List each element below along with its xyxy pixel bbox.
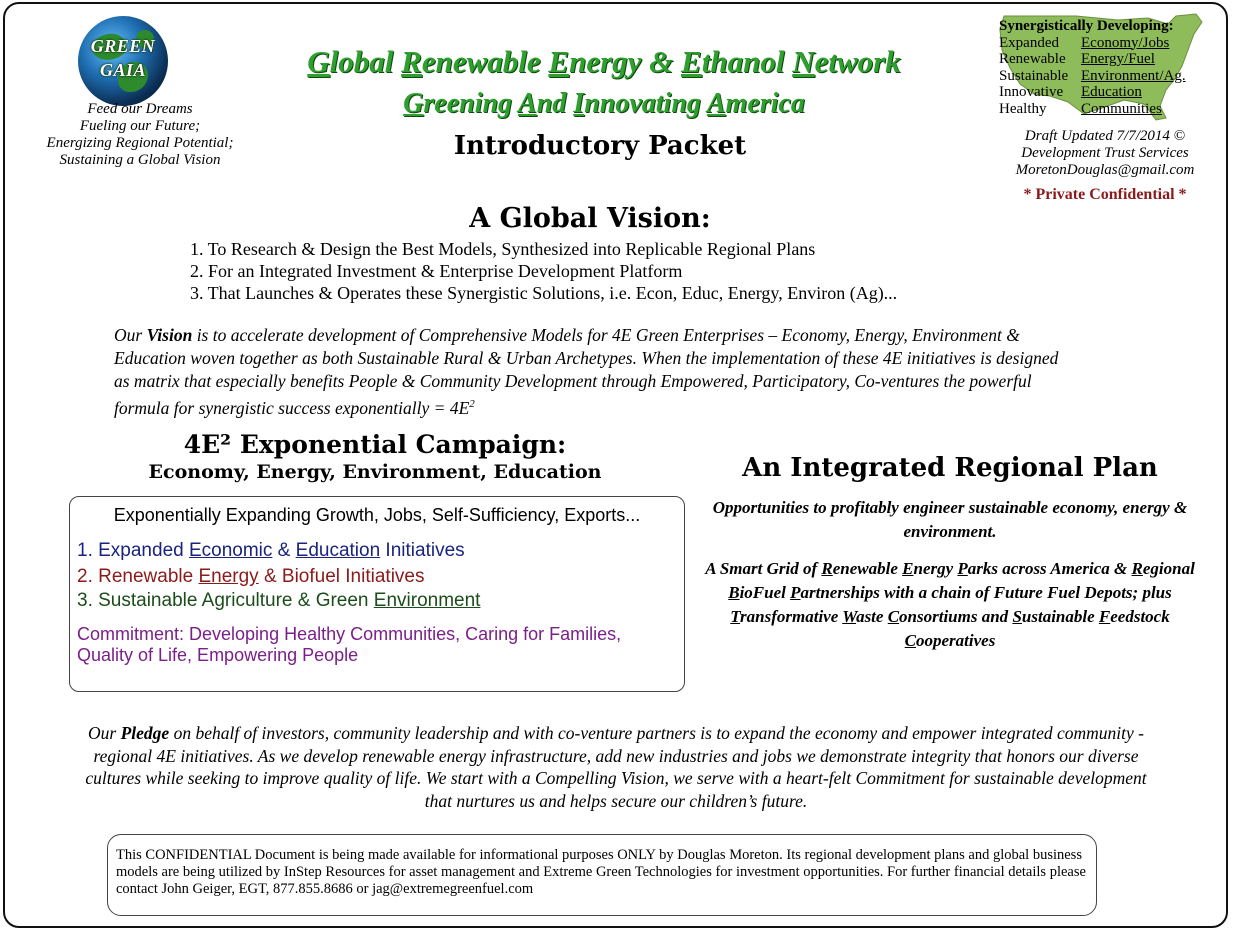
vision-item: 2. For an Integrated Investment & Enterprise Development Platform (190, 261, 683, 281)
plan-text: ioFuel (739, 583, 791, 602)
title-initial: G (403, 88, 424, 119)
plan-text: ustainable (1021, 607, 1099, 626)
synergy-area: Energy/Fuel (1081, 51, 1155, 67)
confidential-notice: This CONFIDENTIAL Document is being made available for informational purposes ONLY by Douglas Moreton. Its regional development plans and global business models are being utilized by InStep Resources for asset management and Extreme Green Technologies for investment opportunities. For further financial details please contact John Geiger, EGT, 877.855.8686 or jag@extremegreenfuel.com (107, 834, 1097, 916)
tagline-line: Energizing Regional Potential; (46, 135, 234, 151)
plan-initial: S (1012, 607, 1022, 626)
plan-text: artnerships with a chain of Future Fuel Depots; plus (800, 583, 1172, 602)
synergy-adj: Innovative (999, 84, 1064, 100)
plan-text: A Smart Grid of (705, 559, 822, 578)
plan-opportunities: Opportunities to profitably engineer sustainable economy, energy & environment. (712, 498, 1188, 541)
title-word: etwork (814, 44, 901, 79)
title-word: nergy & (569, 44, 682, 79)
plan-text: nergy (913, 559, 958, 578)
synergy-heading: Synergistically Developing: (999, 18, 1174, 34)
draft-date: Draft Updated 7/7/2014 © (1024, 128, 1186, 144)
vision-item: 3. That Launches & Operates these Synergistic Solutions, i.e. Econ, Educ, Energy, Environ (Ag)... (190, 283, 898, 303)
title-word: lobal (329, 44, 402, 79)
title-initial: G (307, 44, 330, 79)
title-initial: E (681, 44, 702, 79)
plan-initial: R (821, 559, 833, 578)
plan-smart-grid (700, 557, 1200, 653)
plan-initial: C (887, 607, 900, 626)
plan-text: aste (856, 607, 888, 626)
plan-heading: An Integrated Regional Plan (742, 453, 1158, 483)
campaign-keyword: Energy (198, 566, 259, 587)
campaign-heading: 4E² Exponential Campaign: (183, 430, 567, 459)
plan-initial: P (790, 583, 801, 602)
campaign-item-environment (77, 590, 480, 612)
packet-title: Introductory Packet (453, 131, 747, 161)
logo-line-2: GAIA (99, 60, 146, 80)
main-title (220, 44, 988, 80)
campaign-text: Initiatives (380, 540, 465, 561)
tagline-line: Sustaining a Global Vision (59, 152, 221, 168)
campaign-subheading: Economy, Energy, Environment, Education (148, 461, 602, 483)
synergy-adj: Healthy (999, 100, 1047, 117)
campaign-text: & Biofuel Initiatives (258, 566, 425, 587)
title-initial: R (401, 44, 422, 79)
campaign-text: 1. Expanded (77, 540, 189, 561)
campaign-keyword: Education (295, 540, 381, 561)
synergy-list (999, 18, 1186, 117)
campaign-summary: Exponentially Expanding Growth, Jobs, Self-Sufficiency, Exports... (113, 505, 641, 525)
plan-initial: E (902, 559, 914, 578)
vision-keyword: Vision (146, 325, 193, 345)
draft-email: MoretonDouglas@gmail.com (1015, 162, 1195, 178)
vision-text: Our (114, 325, 147, 345)
synergy-area: Education (1081, 84, 1142, 100)
vision-heading: A Global Vision: (469, 203, 711, 234)
campaign-keyword: Environment (373, 590, 481, 611)
title-initial: A (518, 88, 537, 119)
sub-title (220, 88, 988, 120)
plan-text: arks across America & (967, 559, 1132, 578)
synergy-row (999, 84, 1186, 101)
pledge-paragraph (80, 722, 1152, 812)
synergy-adj: Sustainable (999, 67, 1069, 84)
title-initial: N (792, 44, 815, 79)
title-initial: I (573, 88, 585, 119)
campaign-item-economic (77, 540, 465, 562)
plan-text: enewable (832, 559, 903, 578)
plan-initial: F (1098, 607, 1111, 626)
synergy-row (999, 35, 1186, 52)
pledge-keyword: Pledge (120, 723, 170, 743)
plan-text: ooperatives (916, 631, 996, 650)
vision-text: is to accelerate development of Comprehensive Models for 4E Green Enterprises – Economy, Energy, Environment & Education woven together as both Sustainable Rural & Urban Archetypes. When the implementation of these 4E initiatives is designed as matrix that especially benefits People & Community Development through Empowered, Participatory, Co-ventures the powerful formula for synergistic success exponentially = 4E (114, 325, 1059, 418)
tagline-line: Fueling our Future; (79, 118, 201, 134)
campaign-box (69, 496, 685, 692)
plan-text: eedstock (1110, 607, 1170, 626)
synergy-area: Environment/Ag. (1081, 67, 1186, 84)
vision-list (190, 238, 897, 304)
logo-line-1: GREEN (90, 36, 156, 56)
vision-paragraph (114, 324, 1074, 420)
plan-initial: P (957, 559, 968, 578)
synergy-row (999, 51, 1186, 68)
synergy-area: Economy/Jobs (1081, 34, 1170, 51)
confidential-label: * Private Confidential * (1023, 186, 1187, 203)
synergy-row (999, 101, 1186, 118)
plan-initial: T (730, 607, 741, 626)
synergy-adj: Renewable (999, 51, 1066, 67)
draft-info (985, 128, 1225, 179)
campaign-commitment: Commitment: Developing Healthy Communities, Caring for Families, Quality of Life, Empowering People (77, 624, 622, 665)
plan-text: egional (1142, 559, 1195, 578)
pledge-text: Our (88, 723, 121, 743)
title-initial: E (548, 44, 570, 79)
campaign-item-energy (77, 566, 424, 588)
plan-initial: C (904, 631, 916, 650)
synergy-row (999, 68, 1186, 85)
plan-text: ransformative (740, 607, 843, 626)
synergy-adj: Expanded (999, 34, 1059, 51)
plan-initial: W (842, 607, 857, 626)
title-word: thanol (701, 44, 793, 79)
title-word: enewable (421, 44, 549, 79)
plan-text: onsortiums and (899, 607, 1013, 626)
tagline-line: Feed our Dreams (87, 101, 193, 117)
title-word: merica (725, 88, 805, 119)
title-word: nd (536, 88, 574, 119)
campaign-text: 2. Renewable (77, 566, 199, 587)
pledge-text: on behalf of investors, community leadership and with co-venture partners is to expand the economy and empower integrated community - regional 4E initiatives. As we develop renewable energy infrastructure, add new industries and jobs we demonstrate integrity that honors our diverse cultures while seeking to improve quality of life. We start with a Compelling Vision, we serve with a heart-felt Commitment for sustainable development that nurtures us and helps secure our children’s future. (85, 723, 1147, 811)
campaign-keyword: Economic (188, 540, 273, 561)
plan-initial: R (1131, 559, 1143, 578)
vision-superscript: 2 (469, 398, 475, 410)
vision-item: 1. To Research & Design the Best Models, Synthesized into Replicable Regional Plans (190, 239, 816, 259)
campaign-text: 3. Sustainable Agriculture & Green (77, 590, 374, 611)
campaign-text: & (272, 540, 296, 561)
title-word: reening (423, 88, 519, 119)
title-word: nnovating (584, 88, 707, 119)
title-initial: A (706, 88, 726, 119)
synergy-area: Communities (1081, 100, 1162, 117)
plan-initial: B (728, 583, 740, 602)
draft-org: Development Trust Services (1021, 145, 1189, 161)
